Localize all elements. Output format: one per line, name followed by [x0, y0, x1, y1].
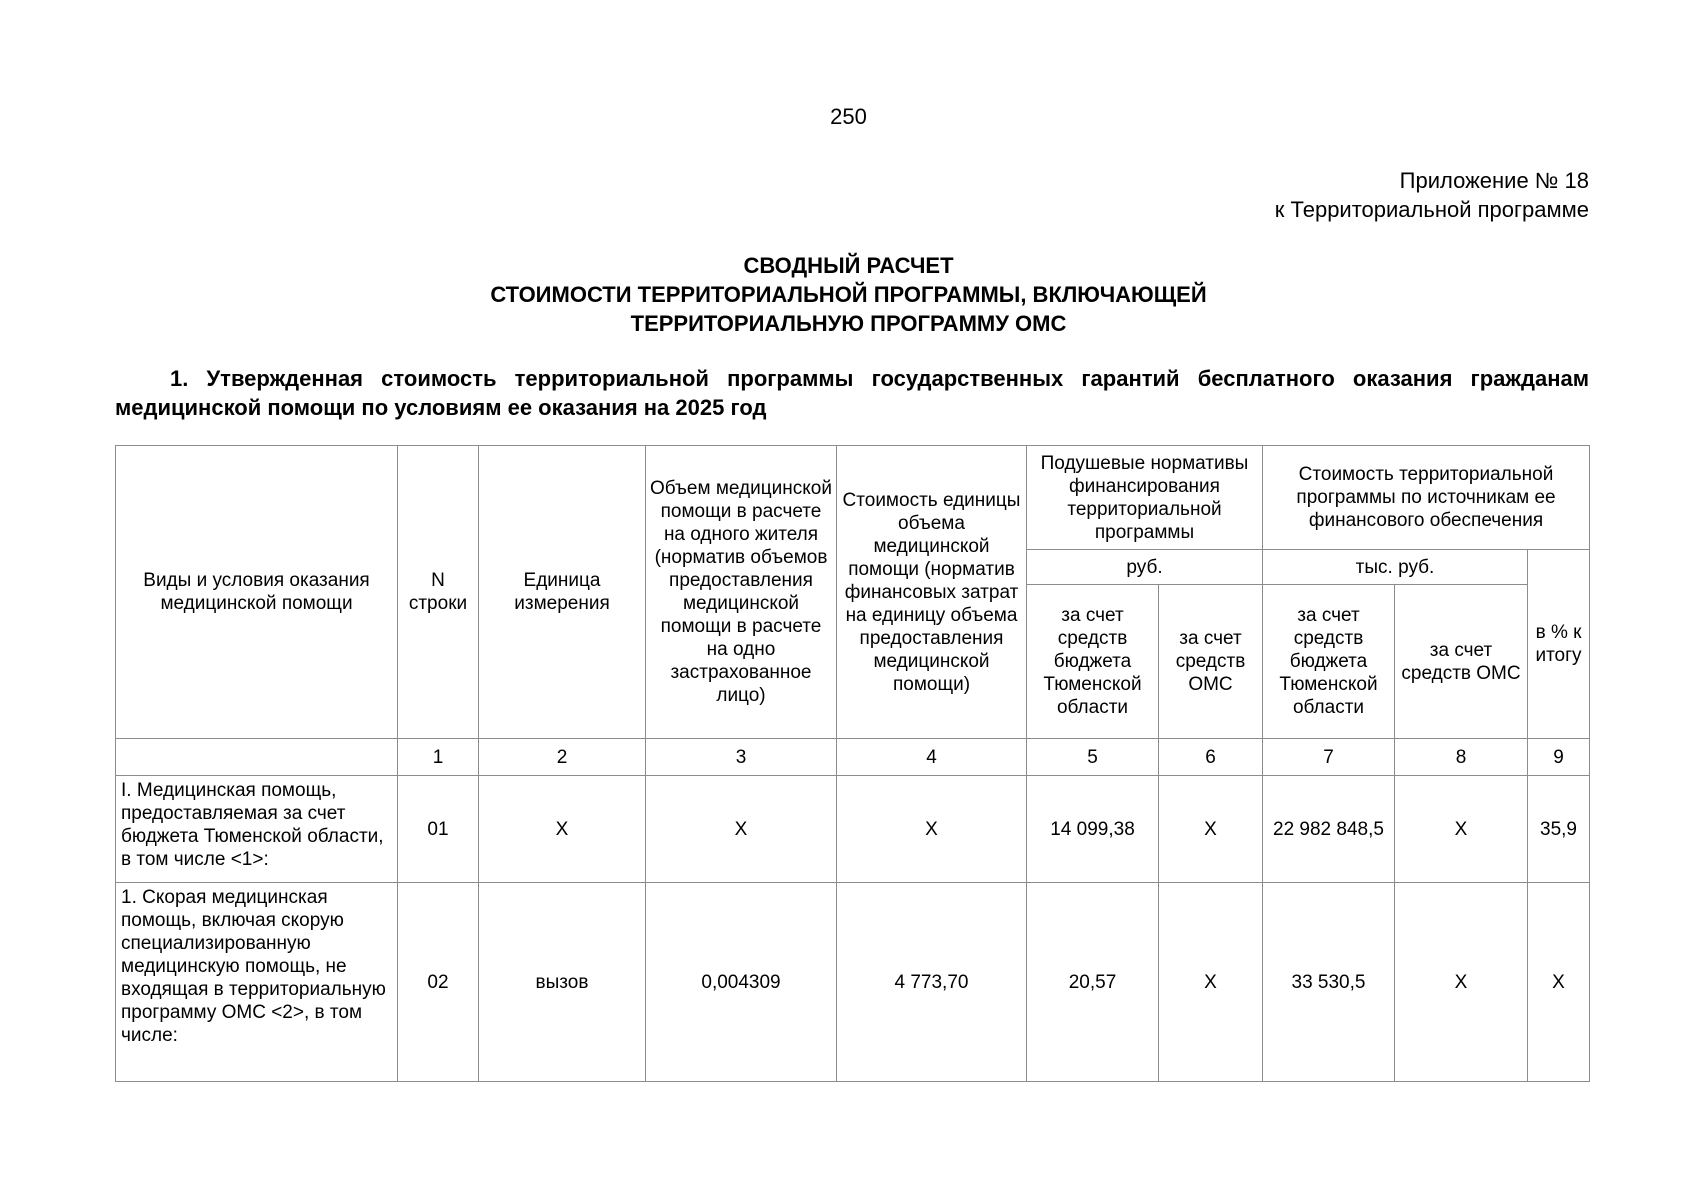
column-number: 8	[1395, 739, 1528, 776]
table-row	[116, 883, 1590, 1082]
header-per-capita-budget: за счет средств бюджета Тюменской области	[1027, 585, 1159, 739]
column-number: 5	[1027, 739, 1159, 776]
row-unit-cost: 4 773,70	[837, 883, 1027, 1082]
appendix-line-1: Приложение № 18	[1399, 168, 1589, 193]
header-row	[116, 446, 1590, 550]
row-unit: Х	[479, 776, 646, 883]
header-per-capita: Подушевые нормативы финансирования территориальной программы	[1027, 446, 1263, 550]
cost-summary-table	[115, 445, 1590, 1082]
header-cost-oms: за счет средств ОМС	[1395, 585, 1528, 739]
header-percent-total: в % к итогу	[1528, 550, 1590, 739]
header-rub: руб.	[1027, 550, 1263, 585]
header-program-cost: Стоимость территориальной программы по источникам ее финансового обеспечения	[1263, 446, 1590, 550]
row-volume: 0,004309	[646, 883, 837, 1082]
row-volume: Х	[646, 776, 837, 883]
row-cost-oms: Х	[1395, 776, 1528, 883]
row-number: 02	[398, 883, 479, 1082]
row-per-capita-oms: Х	[1159, 776, 1263, 883]
row-percent: 35,9	[1528, 776, 1590, 883]
header-row-number: N строки	[398, 446, 479, 739]
page-number: 250	[830, 104, 867, 129]
row-cost-budget: 22 982 848,5	[1263, 776, 1395, 883]
header-per-capita-oms: за счет средств ОМС	[1159, 585, 1263, 739]
row-percent: Х	[1528, 883, 1590, 1082]
header-cost-budget: за счет средств бюджета Тюменской области	[1263, 585, 1395, 739]
column-number: 9	[1528, 739, 1590, 776]
appendix-line-2: к Территориальной программе	[1274, 197, 1589, 222]
column-number: 4	[837, 739, 1027, 776]
header-unit: Единица измерения	[479, 446, 646, 739]
column-numbers-row	[116, 739, 1590, 776]
header-volume: Объем медицинской помощи в расчете на одного жителя (норматив объемов предоставления медицинской помощи в расчете на одно застрахованное лицо)	[646, 446, 837, 739]
title-line-1: СВОДНЫЙ РАСЧЕТ	[743, 253, 954, 278]
row-per-capita-budget: 20,57	[1027, 883, 1159, 1082]
row-number: 01	[398, 776, 479, 883]
row-cost-budget: 33 530,5	[1263, 883, 1395, 1082]
row-unit-cost: Х	[837, 776, 1027, 883]
row-cost-oms: Х	[1395, 883, 1528, 1082]
appendix-reference	[1275, 166, 1589, 224]
row-name: I. Медицинская помощь, предоставляемая за счет бюджета Тюменской области, в том числе <1>:	[116, 776, 398, 883]
table-row	[116, 776, 1590, 883]
column-number: 1	[398, 739, 479, 776]
column-number: 3	[646, 739, 837, 776]
column-number	[116, 739, 398, 776]
header-unit-cost: Стоимость единицы объема медицинской помощи (норматив финансовых затрат на единицу объема предоставления медицинской помощи)	[837, 446, 1027, 739]
section-heading: 1. Утвержденная стоимость территориальной программы государственных гарантий бесплатного оказания гражданам медицинской помощи по условиям ее оказания на 2025 год	[115, 366, 1589, 420]
column-number: 7	[1263, 739, 1395, 776]
row-per-capita-oms: Х	[1159, 883, 1263, 1082]
title-line-3: ТЕРРИТОРИАЛЬНУЮ ПРОГРАММУ ОМС	[630, 311, 1067, 336]
header-types: Виды и условия оказания медицинской помощи	[116, 446, 398, 739]
header-thousand-rub: тыс. руб.	[1263, 550, 1528, 585]
row-unit: вызов	[479, 883, 646, 1082]
title-line-2: СТОИМОСТИ ТЕРРИТОРИАЛЬНОЙ ПРОГРАММЫ, ВКЛЮЧАЮЩЕЙ	[490, 282, 1207, 307]
document-title	[0, 251, 1697, 338]
column-number: 2	[479, 739, 646, 776]
column-number: 6	[1159, 739, 1263, 776]
row-per-capita-budget: 14 099,38	[1027, 776, 1159, 883]
row-name: 1. Скорая медицинская помощь, включая скорую специализированную медицинскую помощь, не входящая в территориальную программу ОМС <2>, в том числе:	[116, 883, 398, 1082]
